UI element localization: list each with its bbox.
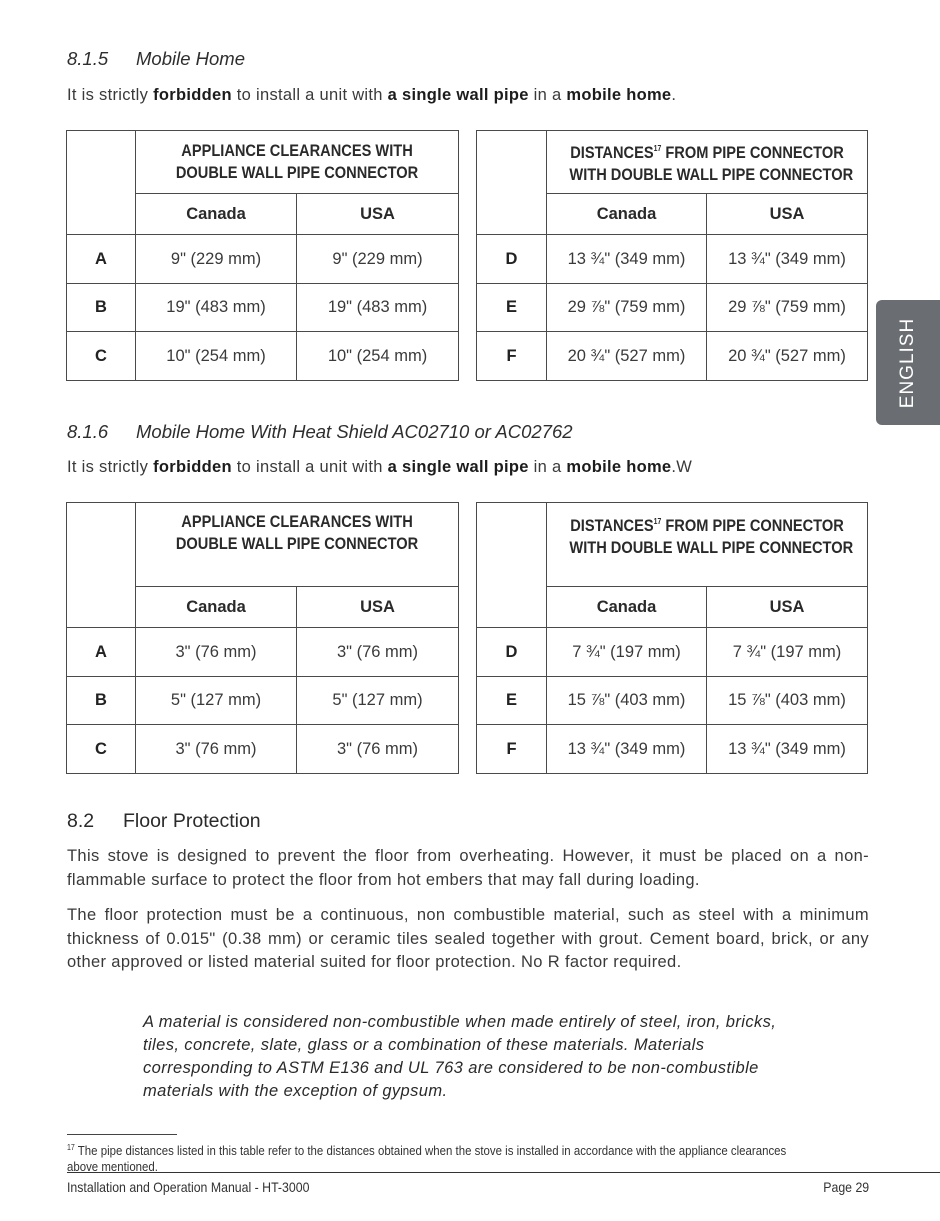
row-label: C — [67, 725, 136, 774]
intro-bold: a single wall pipe — [387, 458, 529, 476]
cell-usa: 3" (76 mm) — [297, 725, 459, 774]
cell-usa: 3" (76 mm) — [297, 628, 459, 677]
section-8-1-6-intro — [67, 458, 692, 477]
row-label: F — [477, 332, 547, 381]
footnote-text: The pipe distances listed in this table refer to the distances obtained when the stove is installed in accordance with the appliance clearances above mentioned. — [67, 1143, 787, 1174]
cell-canada: 5" (127 mm) — [136, 677, 297, 725]
intro-bold: mobile home — [566, 86, 672, 104]
paragraph-floor-protection-2: The floor protection must be a continuous, non combustible material, such as steel with a minimum thickness of 0.015" (0.38 mm) or ceramic tiles sealed together with grout. Cement board, brick, or any other approved or listed material suited for floor protection. No R factor required. — [67, 906, 869, 971]
intro-bold: a single wall pipe — [387, 86, 529, 104]
footnote — [67, 1140, 789, 1175]
blank-corner-cell — [67, 131, 136, 235]
section-number: 8.2 — [67, 810, 95, 832]
blank-corner-cell — [477, 131, 547, 235]
non-combustible-note: A material is considered non-combustible when made entirely of steel, iron, bricks, tiles, concrete, slate, glass or a combination of these materials. Materials corresponding to ASTM E136 and UL 763 are considered to be non-combustible materials with the exception of gypsum. — [143, 1013, 777, 1100]
language-tab-label: ENGLISH — [897, 317, 918, 408]
language-side-tab[interactable] — [876, 300, 940, 425]
column-header-usa: USA — [707, 194, 868, 235]
cell-canada: 3" (76 mm) — [136, 628, 297, 677]
section-8-1-5-intro — [67, 86, 676, 105]
distances-table-8-1-6 — [476, 502, 868, 774]
footer-rule — [67, 1172, 940, 1173]
intro-text: .W — [671, 458, 693, 476]
blank-corner-cell — [67, 503, 136, 628]
cell-usa: 5" (127 mm) — [297, 677, 459, 725]
table-title: APPLIANCE CLEARANCES WITH DOUBLE WALL PIPE CONNECTOR — [136, 503, 459, 587]
cell-usa: 19" (483 mm) — [297, 284, 459, 332]
cell-canada: 29 ⅞" (759 mm) — [547, 284, 707, 332]
clearances-table-8-1-6 — [66, 502, 459, 774]
column-header-usa: USA — [297, 194, 459, 235]
intro-text: It is strictly — [67, 458, 154, 476]
column-header-canada: Canada — [547, 587, 707, 628]
intro-text: to install a unit with — [231, 458, 388, 476]
row-label: C — [67, 332, 136, 381]
cell-canada: 19" (483 mm) — [136, 284, 297, 332]
row-label: F — [477, 725, 547, 774]
row-label: B — [67, 677, 136, 725]
section-8-1-6-heading — [67, 421, 573, 443]
cell-canada: 9" (229 mm) — [136, 235, 297, 284]
footer-page-number: Page 29 — [823, 1179, 869, 1195]
cell-usa: 7 ¾" (197 mm) — [707, 628, 868, 677]
clearances-table-8-1-5 — [66, 130, 459, 381]
cell-usa: 20 ¾" (527 mm) — [707, 332, 868, 381]
section-title: Mobile Home — [136, 48, 245, 69]
column-header-canada: Canada — [136, 194, 297, 235]
cell-usa: 9" (229 mm) — [297, 235, 459, 284]
cell-canada: 13 ¾" (349 mm) — [547, 235, 707, 284]
intro-text: It is strictly — [67, 86, 154, 104]
cell-canada: 20 ¾" (527 mm) — [547, 332, 707, 381]
intro-bold: forbidden — [153, 86, 232, 104]
footnote-rule — [67, 1134, 177, 1135]
intro-bold: forbidden — [153, 458, 232, 476]
row-label: D — [477, 628, 547, 677]
section-title: Floor Protection — [123, 810, 261, 832]
footnote-number: 17 — [67, 1143, 75, 1152]
column-header-canada: Canada — [547, 194, 707, 235]
blank-corner-cell — [477, 503, 547, 628]
cell-canada: 15 ⅞" (403 mm) — [547, 677, 707, 725]
cell-canada: 13 ¾" (349 mm) — [547, 725, 707, 774]
row-label: A — [67, 628, 136, 677]
paragraph-floor-protection-1: This stove is designed to prevent the floor from overheating. However, it must be placed on a non-flammable surface to protect the floor from hot embers that may fall during loading. — [67, 847, 869, 889]
footnote-marker: 17 — [653, 517, 662, 526]
table-title: DISTANCES$^{17}$ FROM PIPE CONNECTOR WITH DOUBLE WALL PIPE CONNECTOR — [547, 131, 868, 194]
cell-canada: 7 ¾" (197 mm) — [547, 628, 707, 677]
cell-canada: 3" (76 mm) — [136, 725, 297, 774]
section-number: 8.1.6 — [67, 421, 109, 442]
footnote-marker: 17 — [653, 144, 662, 153]
intro-text: to install a unit with — [231, 86, 388, 104]
distances-table-8-1-5 — [476, 130, 868, 381]
row-label: E — [477, 284, 547, 332]
cell-usa: 13 ¾" (349 mm) — [707, 725, 868, 774]
footer-manual-title: Installation and Operation Manual - HT-3000 — [67, 1179, 310, 1195]
cell-usa: 13 ¾" (349 mm) — [707, 235, 868, 284]
section-title: Mobile Home With Heat Shield AC02710 or AC02762 — [136, 421, 573, 442]
intro-text: in a — [528, 458, 567, 476]
section-8-1-5-heading — [67, 48, 245, 70]
row-label: E — [477, 677, 547, 725]
column-header-usa: USA — [707, 587, 868, 628]
row-label: B — [67, 284, 136, 332]
column-header-usa: USA — [297, 587, 459, 628]
section-number: 8.1.5 — [67, 48, 109, 69]
cell-usa: 15 ⅞" (403 mm) — [707, 677, 868, 725]
table-title: APPLIANCE CLEARANCES WITH DOUBLE WALL PIPE CONNECTOR — [136, 131, 459, 194]
cell-canada: 10" (254 mm) — [136, 332, 297, 381]
row-label: A — [67, 235, 136, 284]
cell-usa: 29 ⅞" (759 mm) — [707, 284, 868, 332]
row-label: D — [477, 235, 547, 284]
section-8-2-heading — [67, 810, 261, 833]
cell-usa: 10" (254 mm) — [297, 332, 459, 381]
table-title: DISTANCES$^{17}$ FROM PIPE CONNECTOR WITH DOUBLE WALL PIPE CONNECTOR — [547, 503, 868, 587]
column-header-canada: Canada — [136, 587, 297, 628]
intro-text: . — [671, 86, 677, 104]
intro-bold: mobile home — [566, 458, 672, 476]
intro-text: in a — [528, 86, 567, 104]
